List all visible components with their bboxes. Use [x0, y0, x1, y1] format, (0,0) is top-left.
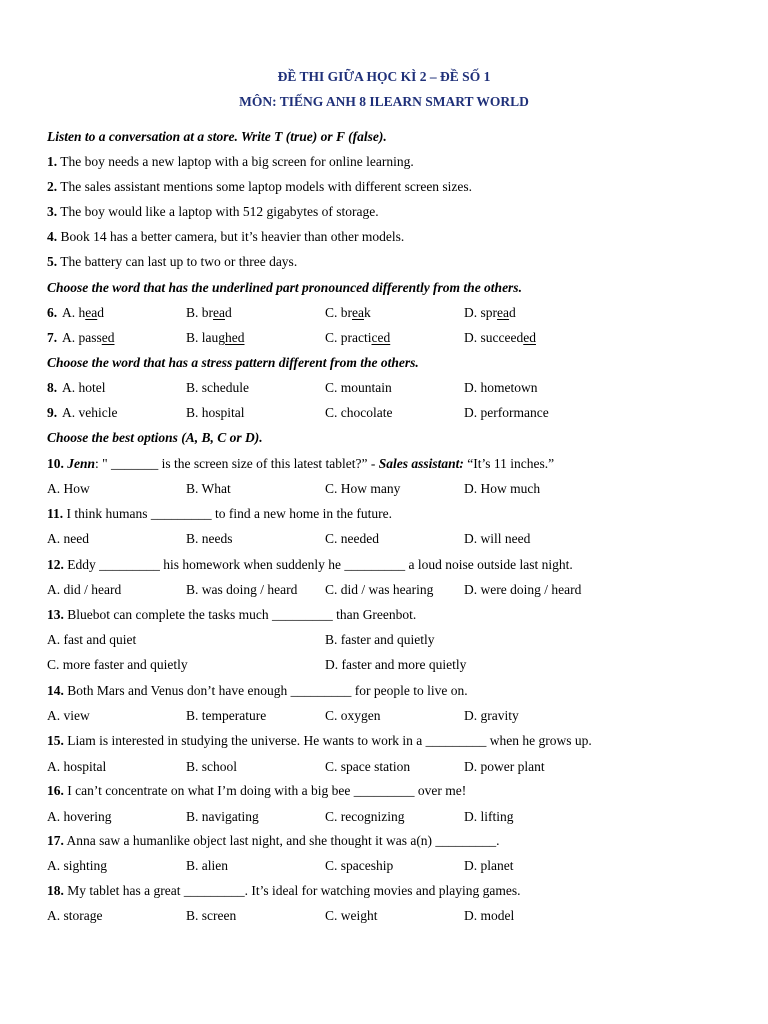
question-17: [47, 832, 500, 850]
question-8: [47, 379, 727, 397]
question-number: 16.: [47, 783, 64, 798]
option-c: C. space station: [325, 759, 411, 774]
question-13: [47, 606, 416, 624]
question-12: [47, 556, 573, 574]
question-text: I think humans _________ to find a new home in the future.: [66, 506, 392, 521]
question-number: 9.: [47, 405, 58, 420]
option-c: C. chocolate: [325, 405, 393, 420]
option-a: A. vehicle: [62, 405, 118, 420]
option-b: B. needs: [186, 531, 233, 546]
option-a: A. passed: [62, 330, 115, 345]
question-14: [47, 682, 468, 700]
option-c: C. mountain: [325, 380, 392, 395]
question-number: 3.: [47, 204, 58, 219]
option-a: A. hovering: [47, 809, 112, 824]
question-number: 1.: [47, 154, 58, 169]
option-b: B. laughed: [186, 330, 245, 345]
option-a: A. view: [47, 708, 90, 723]
option-b: B. alien: [186, 858, 228, 873]
question-text: “It’s 11 inches.”: [463, 456, 555, 471]
option-b: B. navigating: [186, 809, 259, 824]
question-text: My tablet has a great _________. It’s ideal for watching movies and playing games.: [67, 883, 521, 898]
option-a: A. sighting: [47, 858, 108, 873]
section3-instruction: Choose the word that has a stress pattern different from the others.: [47, 355, 419, 370]
question-text: Book 14 has a better camera, but it’s heavier than other models.: [60, 229, 405, 244]
option-b: B. schedule: [186, 380, 249, 395]
question-text: The boy needs a new laptop with a big screen for online learning.: [60, 154, 414, 169]
options-17: [47, 857, 727, 875]
question-4: [47, 228, 404, 246]
option-a: A. hotel: [62, 380, 106, 395]
option-c: C. did / was hearing: [325, 582, 434, 597]
options-13-row2: [47, 656, 727, 674]
options-11: [47, 530, 727, 548]
question-text: I can’t concentrate on what I’m doing with a big bee _________ over me!: [67, 783, 467, 798]
option-c: C. practiced: [325, 330, 391, 345]
question-number: 14.: [47, 683, 64, 698]
question-7: [47, 329, 727, 347]
question-number: 17.: [47, 833, 64, 848]
option-d: D. spread: [464, 305, 516, 320]
options-16: [47, 808, 727, 826]
question-1: [47, 153, 414, 171]
option-d: D. succeeded: [464, 330, 536, 345]
exam-subject: MÔN: TIẾNG ANH 8 ILEARN SMART WORLD: [239, 94, 529, 109]
option-d: D. performance: [464, 405, 549, 420]
option-c: C. How many: [325, 481, 401, 496]
question-text: The battery can last up to two or three days.: [60, 254, 298, 269]
option-d: D. model: [464, 908, 515, 923]
question-number: 11.: [47, 506, 64, 521]
option-b: B. What: [186, 481, 231, 496]
option-a: A. How: [47, 481, 90, 496]
option-d: D. will need: [464, 531, 531, 546]
question-5: [47, 253, 297, 271]
option-a: A. did / heard: [47, 582, 122, 597]
option-c: C. oxygen: [325, 708, 381, 723]
options-15: [47, 758, 727, 776]
question-text: The sales assistant mentions some laptop models with different screen sizes.: [60, 179, 473, 194]
question-number: 15.: [47, 733, 64, 748]
question-text: Both Mars and Venus don’t have enough _________ for people to live on.: [67, 683, 468, 698]
option-b: B. faster and quietly: [325, 632, 435, 647]
options-13-row1: [47, 631, 727, 649]
question-number: 7.: [47, 330, 58, 345]
section2-instruction: Choose the word that has the underlined part pronounced differently from the others.: [47, 280, 522, 295]
option-d: D. gravity: [464, 708, 519, 723]
question-11: [47, 505, 392, 523]
question-3: [47, 203, 379, 221]
question-9: [47, 404, 727, 422]
option-c: C. break: [325, 305, 371, 320]
option-d: D. faster and more quietly: [325, 657, 467, 672]
question-10: [47, 455, 554, 473]
question-text: The boy would like a laptop with 512 gigabytes of storage.: [60, 204, 379, 219]
options-14: [47, 707, 727, 725]
option-b: B. was doing / heard: [186, 582, 298, 597]
options-18: [47, 907, 727, 925]
option-a: A. need: [47, 531, 89, 546]
question-text: Anna saw a humanlike object last night, and she thought it was a(n) _________.: [66, 833, 500, 848]
option-c: C. more faster and quietly: [47, 657, 188, 672]
option-c: C. needed: [325, 531, 379, 546]
option-d: D. planet: [464, 858, 514, 873]
option-d: D. lifting: [464, 809, 514, 824]
question-2: [47, 178, 472, 196]
option-a: A. fast and quiet: [47, 632, 137, 647]
option-c: C. recognizing: [325, 809, 405, 824]
question-number: 2.: [47, 179, 58, 194]
option-b: B. school: [186, 759, 238, 774]
speaker-name: Jenn: [67, 456, 96, 471]
question-number: 12.: [47, 557, 64, 572]
speaker-name: Sales assistant:: [378, 456, 464, 471]
option-a: A. hospital: [47, 759, 107, 774]
question-text: : " _______ is the screen size of this latest tablet?” -: [95, 456, 379, 471]
question-text: Liam is interested in studying the universe. He wants to work in a _________ when he grows up.: [67, 733, 592, 748]
option-b: B. screen: [186, 908, 237, 923]
question-16: [47, 782, 466, 800]
question-number: 6.: [47, 305, 58, 320]
option-a: A. storage: [47, 908, 103, 923]
question-number: 4.: [47, 229, 58, 244]
question-6: [47, 304, 727, 322]
option-d: D. hometown: [464, 380, 538, 395]
question-18: [47, 882, 521, 900]
section4-instruction: Choose the best options (A, B, C or D).: [47, 430, 263, 445]
option-c: C. weight: [325, 908, 378, 923]
question-number: 10.: [47, 456, 64, 471]
option-d: D. How much: [464, 481, 541, 496]
option-c: C. spaceship: [325, 858, 394, 873]
option-b: B. hospital: [186, 405, 245, 420]
section1-instruction: Listen to a conversation at a store. Write T (true) or F (false).: [47, 129, 387, 144]
question-15: [47, 732, 592, 750]
question-number: 5.: [47, 254, 58, 269]
option-b: B. temperature: [186, 708, 267, 723]
question-number: 13.: [47, 607, 64, 622]
question-text: Eddy _________ his homework when suddenly he _________ a loud noise outside last night.: [67, 557, 573, 572]
question-number: 8.: [47, 380, 58, 395]
exam-title: ĐỀ THI GIỮA HỌC KÌ 2 – ĐỀ SỐ 1: [277, 69, 491, 84]
option-d: D. power plant: [464, 759, 545, 774]
question-text: Bluebot can complete the tasks much _________ than Greenbot.: [67, 607, 417, 622]
options-12: [47, 581, 727, 599]
option-b: B. bread: [186, 305, 232, 320]
options-10: [47, 480, 727, 498]
option-d: D. were doing / heard: [464, 582, 582, 597]
question-number: 18.: [47, 883, 64, 898]
option-a: A. head: [62, 305, 104, 320]
